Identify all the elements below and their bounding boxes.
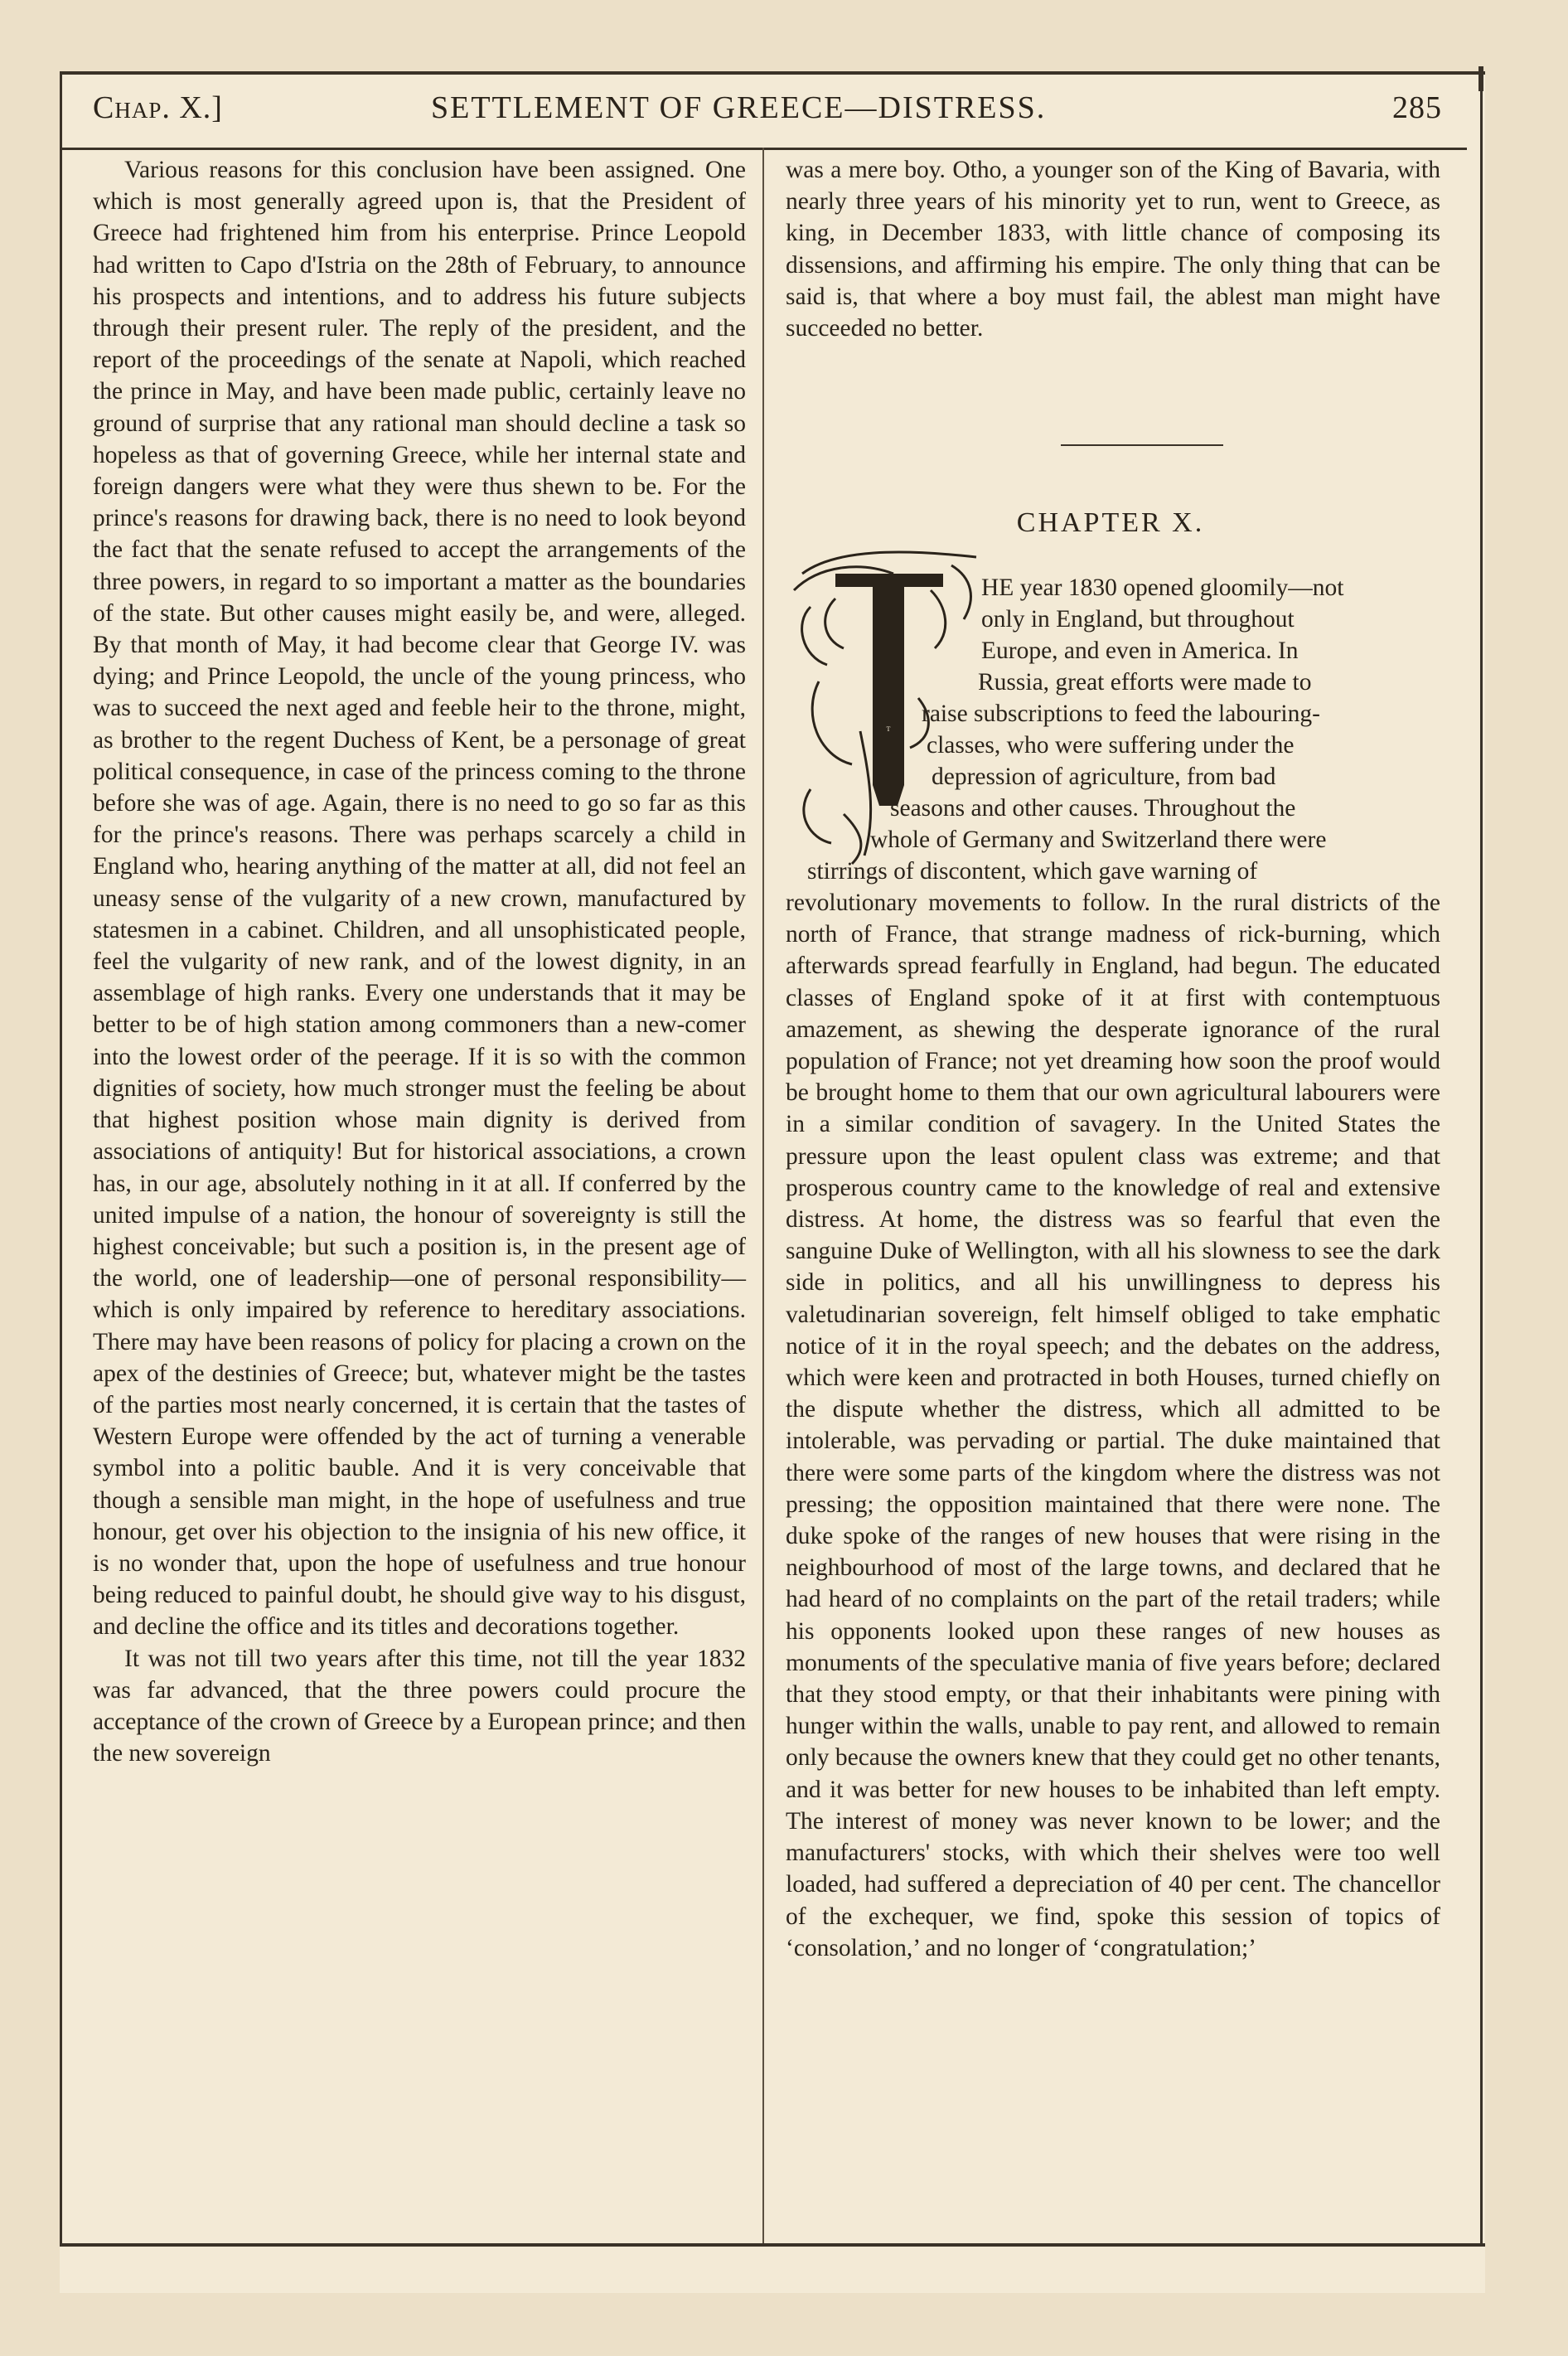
wrapped-line: only in England, but throughout bbox=[981, 606, 1295, 633]
wrapped-line: seasons and other causes. Throughout the bbox=[890, 795, 1296, 822]
left-column bbox=[93, 154, 746, 1769]
paragraph: It was not till two years after this time, not till the year 1832 was far advanced, that the three powers could procure the acceptance of the crown of Greece by a European prince; and then the new sovereign bbox=[93, 1645, 746, 1767]
running-head-title: SETTLEMENT OF GREECE—DISTRESS. bbox=[431, 90, 1047, 125]
left-border-rule bbox=[60, 71, 62, 2247]
paragraph: was a mere boy. Otho, a younger son of the King of Bavaria, with nearly three years of his minority yet to run, went to Greece, as king, in December 1833, with little chance of composing its dissensions, and affirming his empire. The only thing that can be said is, that where a boy must fail, the ablest man might have succeeded no better. bbox=[786, 157, 1440, 342]
wrapped-line: Europe, and even in America. In bbox=[981, 637, 1299, 664]
svg-text:T: T bbox=[886, 725, 891, 733]
running-head-chapter: Chap. X.] bbox=[93, 90, 223, 125]
bottom-border-rule bbox=[60, 2243, 1485, 2247]
chapter-body bbox=[786, 887, 1440, 1964]
chapter-heading: CHAPTER X. bbox=[1016, 507, 1205, 538]
wrapped-line: Russia, great efforts were made to bbox=[978, 669, 1312, 696]
wrapped-line: HE year 1830 opened gloomily—not bbox=[981, 574, 1344, 601]
wrapped-line: raise subscriptions to feed the labouring- bbox=[922, 700, 1320, 727]
wrapped-line: depression of agriculture, from bad bbox=[932, 764, 1276, 790]
paragraph: revolutionary movements to follow. In the rural districts of the north of France, that strange madness of rick-burning, which afterwards spread fearfully in England, had begun. The educated classes of England spoke of it at first with contemptuous amazement, as shewing the desperate ignorance of the rural population of France; not yet dreaming how soon the proof would be brought home to them that our own agricultural labourers were in a similar condition of savagery. In the United States the pressure upon the least opulent class was extreme; and that prosperous country came to the knowledge of real and extensive distress. At home, the distress was so fearful that even the sanguine Duke of Wellington, with all his slowness to see the dark side in politics, and all his unwillingness to depress his valetudinarian sovereign, felt himself obliged to take emphatic notice of it in the royal speech; and the debates on the address, which were keen and protracted in both Houses, turned chiefly on the dispute whether the distress, which all admitted to be intolerable, was pervading or partial. The duke maintained that there were some parts of the kingdom where the distress was not pressing; the opposition maintained that there were none. The duke spoke of the ranges of new houses that were rising in the neighbourhood of most of the large towns, and declared that he had heard of no complaints on the part of the retail traders; while his opponents looked upon these ranges of new houses as monuments of the speculative mania of five years before; declared that they stood empty, or that their inhabitants were pining with hunger within the walls, unable to pay rent, and allowed to remain only because the owners knew that they could get no other tenants, and it was better for new houses to be inhabited than left empty. The interest of money was never known to be lower; and the manufacturers' stocks, with which their shelves were too well loaded, had suffered a depreciation of 40 per cent. The chancellor of the exchequer, we find, spoke this session of topics of ‘consolation,’ and no longer of ‘congratulation;’ bbox=[786, 890, 1440, 1961]
top-border-rule bbox=[60, 71, 1485, 75]
section-rule bbox=[1061, 444, 1223, 446]
page-number: 285 bbox=[1392, 90, 1442, 125]
column-divider bbox=[762, 148, 764, 2243]
paragraph: Various reasons for this conclusion have been assigned. One which is most generally agreed upon is, that the President of Greece had frightened him from his enterprise. Prince Leopold had written to Capo d'Istria on the 28th of February, to announce his prospects and intentions, and to address his future subjects through their present ruler. The reply of the president, and the report of the proceedings of the senate at Napoli, which reached the prince in May, and have been made public, certainly leave no ground of surprise that any rational man should decline a task so hopeless as that of governing Greece, while her internal state and foreign dangers were what they were thus shewn to be. For the prince's reasons for drawing back, there is no need to look beyond the fact that the senate refused to accept the arrangements of the three powers, in regard to so important a matter as the boundaries of the state. But other causes might easily be, and were, alleged. By that month of May, it had become clear that George IV. was dying; and Prince Leopold, the uncle of the young princess, who was to succeed the next aged and feeble heir to the throne, might, as brother to the regent Duchess of Kent, be a personage of great political consequence, in case of the princess coming to the throne before she was of age. Again, there is no need to go so far as this for the prince's reasons. There was perhaps scarcely a child in England who, hearing anything of the matter at all, did not feel an uneasy sense of the vulgarity of a new crown, manufactured by statesmen in a cabinet. Children, and all unsophisticated people, feel the vulgarity of new rank, and of the lowest dignity, in an assemblage of high ranks. Every one understands that it may be better to be of high station among commoners than a new-comer into the lowest order of the peerage. If it is so with the common dignities of society, how much stronger must the feeling be about that highest position whose main dignity is derived from associations of antiquity! But for historical associations, a crown has, in our age, absolutely nothing in it at all. If conferred by the united impulse of a nation, the honour of sovereignty is still the highest conceivable; but such a position is, in the present age of the world, one of leadership—one of personal responsibility—which is only impaired by reference to hereditary associations. There may have been reasons of policy for placing a crown on the apex of the destinies of Greece; but, whatever might be the tastes of the parties most nearly concerned, it is certain that the tastes of Western Europe were offended by the act of turning a venerable symbol into a politic bauble. And it is very conceivable that though a sensible man might, in the hope of usefulness and true honour, get over his objection to the insignia of his new office, it is no wonder that, upon the hope of usefulness and true honour being reduced to painful doubt, he should give way to his disgust, and decline the office and its titles and decorations together. bbox=[93, 157, 746, 1641]
wrapped-line: stirrings of discontent, which gave warning of bbox=[807, 858, 1258, 885]
right-border-rule bbox=[1480, 71, 1483, 2247]
wrapped-line: whole of Germany and Switzerland there were bbox=[870, 827, 1327, 853]
right-column bbox=[786, 154, 1440, 344]
wrapped-line: classes, who were suffering under the bbox=[927, 732, 1295, 759]
